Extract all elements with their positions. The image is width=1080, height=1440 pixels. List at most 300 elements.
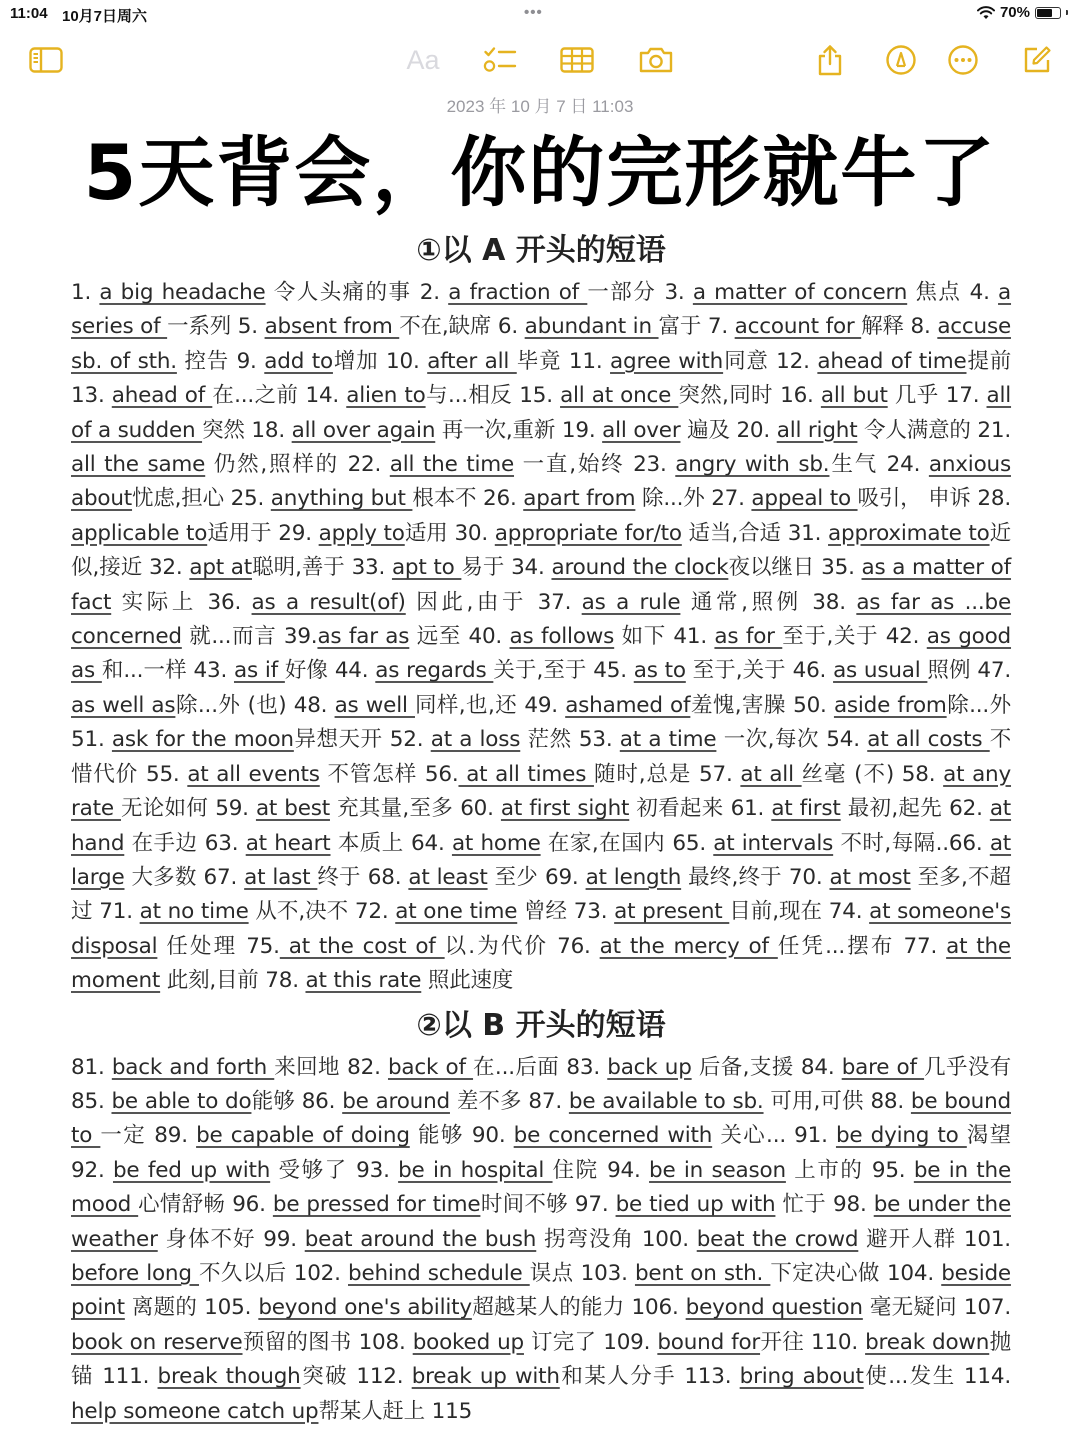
section-heading-b: ②以 B 开头的短语 bbox=[416, 1007, 666, 1043]
phrase-number: 109. bbox=[603, 1329, 658, 1355]
phrase-english: behind schedule bbox=[348, 1260, 530, 1286]
phrase-meaning: 差不多 bbox=[449, 1088, 529, 1114]
phrase-meaning: 除...外 bbox=[635, 486, 712, 512]
phrase-number: 97. bbox=[574, 1192, 616, 1218]
phrase-number: 65. bbox=[672, 830, 714, 856]
phrase-english: absent from bbox=[264, 314, 400, 340]
phrase-english: add to bbox=[264, 348, 333, 374]
more-options-icon[interactable] bbox=[947, 38, 979, 82]
phrase-meaning: 任凭...摆布 bbox=[777, 933, 904, 959]
phrase-meaning: 几乎没有 bbox=[924, 1054, 1012, 1080]
note-timestamp: 2023 年 10 月 7 日 11:03 bbox=[446, 97, 634, 116]
phrase-meaning: 拐弯没角 bbox=[536, 1226, 642, 1252]
phrase-number: 66. bbox=[948, 830, 990, 856]
phrase-number: 53. bbox=[578, 727, 620, 753]
phrase-number: 73. bbox=[573, 899, 615, 925]
phrase-number: 49. bbox=[524, 692, 566, 718]
phrase-number: 17. bbox=[945, 383, 987, 409]
phrase-english: be pressed for time bbox=[272, 1192, 481, 1218]
phrase-number: 94. bbox=[607, 1157, 650, 1183]
phrase-meaning: 一定 bbox=[100, 1123, 155, 1149]
phrase-meaning: 终于 bbox=[317, 864, 368, 890]
phrase-number: 54. bbox=[826, 727, 868, 753]
phrase-english: break up with bbox=[411, 1364, 560, 1390]
phrase-english: be in hospital bbox=[398, 1157, 553, 1183]
phrase-meaning: 适当,合适 bbox=[681, 520, 788, 546]
phrase-english: bring about bbox=[739, 1364, 864, 1390]
share-icon[interactable] bbox=[815, 38, 845, 82]
table-icon[interactable] bbox=[559, 38, 595, 82]
phrase-number: 105. bbox=[204, 1295, 259, 1321]
phrase-number: 16. bbox=[780, 383, 821, 409]
phrase-meaning: 除...外 (也) bbox=[175, 692, 294, 718]
note-body[interactable] bbox=[71, 226, 1011, 1429]
phrase-number: 68. bbox=[367, 864, 409, 890]
phrase-english: as a matter of fact bbox=[71, 555, 1012, 615]
phrase-number: 11. bbox=[568, 348, 611, 374]
phrase-number: 107. bbox=[963, 1295, 1011, 1321]
phrase-english: at any rate bbox=[71, 761, 1012, 822]
phrase-meaning: 实际上 bbox=[111, 589, 208, 615]
phrase-english: at heart bbox=[245, 830, 331, 856]
phrase-english: be around bbox=[342, 1088, 450, 1114]
phrase-meaning: 目前,现在 bbox=[729, 899, 829, 925]
phrase-number: 88. bbox=[870, 1088, 911, 1114]
phrase-english: as for bbox=[714, 624, 783, 650]
phrase-number: 59. bbox=[215, 796, 256, 822]
phrase-english: at all bbox=[740, 761, 802, 787]
phrase-meaning: 远至 bbox=[409, 624, 469, 650]
status-bar bbox=[0, 0, 1080, 28]
phrase-number: 39. bbox=[283, 624, 318, 650]
phrase-number: 33. bbox=[351, 555, 392, 581]
phrase-meaning: 能够 bbox=[409, 1123, 472, 1149]
phrase-number: 6. bbox=[497, 314, 525, 340]
phrase-meaning: 一次,每次 bbox=[716, 727, 827, 753]
phrase-english: as follows bbox=[509, 624, 615, 650]
phrase-number: 74. bbox=[828, 899, 870, 925]
phrase-meaning: 上市的 bbox=[785, 1157, 872, 1183]
phrase-english: as good as bbox=[71, 624, 1012, 684]
phrase-number: 21. bbox=[977, 417, 1011, 443]
phrase-meaning: 在家,在国内 bbox=[540, 830, 673, 856]
phrase-number: 89. bbox=[154, 1123, 197, 1149]
phrase-english: appropriate for/to bbox=[494, 520, 682, 546]
phrase-number: 102. bbox=[293, 1260, 348, 1286]
phrase-number: 4. bbox=[969, 280, 999, 305]
phrase-number: 52. bbox=[389, 727, 431, 753]
phrase-english: as usual bbox=[833, 658, 928, 684]
phrase-english: at last bbox=[244, 864, 318, 890]
phrase-number: 69. bbox=[544, 864, 586, 890]
phrase-meaning: 适用 bbox=[404, 520, 455, 546]
phrase-meaning: 订完了 bbox=[523, 1329, 604, 1355]
phrase-meaning: 除...外 bbox=[946, 692, 1011, 718]
phrase-english: a series of bbox=[71, 280, 1012, 340]
phrase-english: angry with sb. bbox=[675, 452, 830, 478]
phrase-meaning: 同意 bbox=[723, 348, 777, 374]
phrase-english: all the same bbox=[71, 452, 206, 478]
phrase-meaning: 和某人分手 bbox=[559, 1364, 685, 1390]
note-title[interactable]: 5天背会，你的完形就牛了 bbox=[83, 128, 997, 217]
phrase-meaning: 聪明,善于 bbox=[252, 555, 352, 581]
phrase-number: 72. bbox=[354, 899, 396, 925]
checklist-icon[interactable] bbox=[482, 38, 518, 82]
sidebar-toggle-icon[interactable] bbox=[28, 38, 64, 82]
phrase-number: 64. bbox=[411, 830, 452, 856]
markup-pen-icon[interactable] bbox=[885, 38, 917, 82]
phrase-number: 45. bbox=[593, 658, 634, 684]
phrase-meaning: 提前 bbox=[966, 348, 1012, 374]
phrase-number: 58. bbox=[901, 761, 944, 787]
phrase-english: at present bbox=[614, 899, 730, 925]
phrase-number: 44. bbox=[334, 658, 376, 684]
phrase-number: 115 bbox=[431, 1398, 473, 1424]
phrase-meaning: 遍及 bbox=[680, 417, 737, 443]
phrase-number: 70. bbox=[788, 864, 830, 890]
phrase-meaning: 控告 bbox=[176, 348, 237, 374]
phrase-english: at most bbox=[829, 864, 911, 890]
phrase-english: be able to do bbox=[111, 1088, 252, 1114]
phrase-number: 51. bbox=[71, 727, 112, 753]
format-text-button[interactable]: Aa bbox=[406, 44, 440, 75]
phrase-meaning: 使...发生 bbox=[863, 1364, 964, 1390]
status-right bbox=[977, 4, 1068, 21]
phrase-english: as to bbox=[633, 658, 686, 684]
phrase-number: 13. bbox=[71, 383, 112, 409]
phrase-number: 30. bbox=[454, 520, 495, 546]
phrase-english: apply to bbox=[318, 520, 405, 546]
phrase-meaning: 吸引， 申诉 bbox=[857, 486, 978, 512]
phrase-number: 2. bbox=[419, 280, 449, 305]
phrase-number: 62. bbox=[949, 796, 990, 822]
phrase-meaning: 因此,由于 bbox=[405, 589, 538, 615]
phrase-meaning: 离题的 bbox=[124, 1295, 205, 1321]
phrase-number: 9. bbox=[236, 348, 265, 374]
phrase-meaning: 和...一样 bbox=[101, 658, 194, 684]
phrase-meaning: 异想天开 bbox=[293, 727, 390, 753]
phrase-number: 82. bbox=[347, 1054, 388, 1080]
phrase-list-a[interactable] bbox=[71, 276, 1011, 999]
phrase-number: 98. bbox=[833, 1192, 874, 1218]
phrase-english: as if bbox=[233, 658, 285, 684]
phrase-english: be fed up with bbox=[112, 1157, 271, 1183]
phrase-number: 86. bbox=[301, 1088, 343, 1114]
phrase-english: be tied up with bbox=[615, 1192, 776, 1218]
phrase-english: as well bbox=[334, 692, 415, 718]
phrase-english: at best bbox=[255, 796, 330, 822]
phrase-english: at the cost of bbox=[279, 933, 445, 959]
phrase-english: at first bbox=[771, 796, 841, 822]
phrase-english: book on reserve bbox=[71, 1329, 243, 1355]
phrase-meaning: 近似,接近 bbox=[71, 520, 1011, 581]
phrase-meaning: 心情舒畅 bbox=[138, 1192, 233, 1218]
phrase-meaning: 住院 bbox=[552, 1157, 608, 1183]
phrase-number: 1. bbox=[71, 280, 100, 305]
status-date: 10月7日周六 bbox=[62, 8, 148, 25]
phrase-number: 40. bbox=[468, 624, 510, 650]
phrase-english: beat around the bush bbox=[304, 1226, 537, 1252]
phrase-number: 56. bbox=[424, 761, 459, 787]
phrase-number: 91. bbox=[794, 1123, 836, 1149]
phrase-meaning: 不惜代价 bbox=[71, 727, 1012, 787]
phrase-meaning: 一直,始终 bbox=[514, 452, 634, 478]
phrase-english: be dying to bbox=[835, 1123, 967, 1149]
phrase-english: ask for the moon bbox=[111, 727, 294, 753]
phrase-english: accuse sb. of sth. bbox=[71, 314, 1011, 374]
phrase-number: 8. bbox=[910, 314, 938, 340]
phrase-number: 36. bbox=[207, 589, 252, 615]
phrase-meaning: 生气 bbox=[829, 452, 887, 478]
phrase-meaning: 同样,也,还 bbox=[414, 692, 525, 718]
phrase-meaning: 富于 bbox=[658, 314, 708, 340]
phrase-english: beyond one's ability bbox=[258, 1295, 472, 1321]
compose-icon[interactable] bbox=[1021, 38, 1053, 82]
phrase-english: be available to sb. bbox=[568, 1088, 764, 1114]
phrase-number: 87. bbox=[528, 1088, 569, 1114]
phrase-english: alien to bbox=[346, 383, 426, 409]
phrase-number: 7. bbox=[707, 314, 735, 340]
phrase-number: 12. bbox=[776, 348, 818, 374]
phrase-number: 95. bbox=[871, 1157, 914, 1183]
phrase-number: 108. bbox=[358, 1329, 413, 1355]
phrase-english: approximate to bbox=[828, 520, 990, 546]
phrase-meaning: 令人头痛的事 bbox=[265, 280, 420, 305]
phrase-english: at all costs bbox=[867, 727, 990, 753]
phrase-number: 85. bbox=[71, 1088, 112, 1114]
phrase-meaning: 可用,可供 bbox=[763, 1088, 871, 1114]
phrase-english: apt to bbox=[391, 555, 462, 581]
phrase-meaning: 在...之前 bbox=[212, 383, 306, 409]
phrase-meaning: 能够 bbox=[251, 1088, 302, 1114]
phrase-meaning: 解释 bbox=[861, 314, 911, 340]
phrase-number: 103. bbox=[580, 1260, 635, 1286]
phrase-english: back of bbox=[387, 1054, 474, 1080]
phrase-number: 42. bbox=[885, 624, 927, 650]
phrase-number: 34. bbox=[511, 555, 552, 581]
phrase-english: at hand bbox=[71, 796, 1012, 856]
phrase-number: 93. bbox=[356, 1157, 399, 1183]
phrase-number: 31. bbox=[787, 520, 829, 546]
phrase-meaning: 在手边 bbox=[124, 830, 205, 856]
phrase-meaning: 照例 bbox=[927, 658, 978, 684]
phrase-number: 104. bbox=[886, 1260, 942, 1286]
phrase-number: 23. bbox=[633, 452, 676, 478]
phrase-meaning: 茫然 bbox=[520, 727, 579, 753]
phrase-meaning: 至于,关于 bbox=[685, 658, 793, 684]
phrase-meaning: 忧虑,担心 bbox=[132, 486, 231, 512]
phrase-number: 114. bbox=[963, 1364, 1011, 1390]
phrase-english: help someone catch up bbox=[71, 1398, 319, 1424]
phrase-number: 112. bbox=[356, 1364, 412, 1390]
phrase-meaning: 突破 bbox=[300, 1364, 357, 1390]
phrase-meaning: 抛锚 bbox=[71, 1329, 1011, 1390]
phrase-english: a fraction of bbox=[448, 280, 588, 305]
phrase-number: 111. bbox=[102, 1364, 158, 1390]
phrase-meaning: 不久以后 bbox=[199, 1260, 294, 1286]
phrase-english: ashamed of bbox=[565, 692, 691, 718]
phrase-english: booked up bbox=[412, 1329, 524, 1355]
phrase-number: 81. bbox=[71, 1054, 112, 1080]
phrase-number: 37. bbox=[537, 589, 582, 615]
multitasking-dots-icon[interactable]: ••• bbox=[524, 4, 543, 21]
phrase-english: at all events bbox=[187, 761, 320, 787]
phrase-number: 48. bbox=[293, 692, 335, 718]
phrase-meaning: 好像 bbox=[284, 658, 335, 684]
phrase-english: as well as bbox=[71, 692, 176, 718]
phrase-meaning: 不时,每隔.. bbox=[833, 830, 949, 856]
phrase-english: as a rule bbox=[581, 589, 681, 615]
phrase-number: 15. bbox=[519, 383, 561, 409]
phrase-english: bound for bbox=[657, 1329, 761, 1355]
phrase-number: 78. bbox=[265, 968, 306, 994]
phrase-meaning: 照此速度 bbox=[421, 968, 514, 994]
phrase-english: at one time bbox=[395, 899, 518, 925]
phrase-number: 20. bbox=[736, 417, 777, 443]
phrase-english: at the mercy of bbox=[599, 933, 778, 959]
phrase-english: at first sight bbox=[500, 796, 630, 822]
phrase-meaning: 最初,起先 bbox=[840, 796, 950, 822]
phrase-english: a matter of concern bbox=[692, 280, 908, 305]
phrase-number: 67. bbox=[203, 864, 245, 890]
phrase-english: a big headache bbox=[99, 280, 266, 305]
phrase-meaning: 此刻,目前 bbox=[160, 968, 266, 994]
phrase-number: 110. bbox=[810, 1329, 866, 1355]
phrase-number: 19. bbox=[561, 417, 603, 443]
phrase-meaning: 预留的图书 bbox=[242, 1329, 359, 1355]
phrase-english: as regards bbox=[375, 658, 494, 684]
phrase-english: apt at bbox=[189, 555, 252, 581]
phrase-meaning: 关于,至于 bbox=[493, 658, 594, 684]
camera-icon[interactable] bbox=[637, 38, 675, 82]
phrase-english: account for bbox=[734, 314, 862, 340]
phrase-meaning: 充其量,至多 bbox=[329, 796, 461, 822]
phrase-english: at a loss bbox=[430, 727, 521, 753]
phrase-number: 76. bbox=[557, 933, 600, 959]
phrase-meaning: 下定决心做 bbox=[770, 1260, 887, 1286]
phrase-english: break down bbox=[865, 1329, 990, 1355]
phrase-number: 113. bbox=[684, 1364, 740, 1390]
phrase-meaning: 从不,决不 bbox=[248, 899, 355, 925]
phrase-english: before long bbox=[71, 1260, 200, 1286]
phrase-english: be capable of doing bbox=[196, 1123, 410, 1149]
phrase-english: back and forth bbox=[111, 1054, 275, 1080]
phrase-english: around the clock bbox=[551, 555, 729, 581]
phrase-number: 26. bbox=[482, 486, 524, 512]
phrase-number: 61. bbox=[730, 796, 772, 822]
phrase-meaning: 突然 bbox=[202, 417, 252, 443]
phrase-list-b[interactable] bbox=[71, 1051, 1011, 1429]
phrase-english: back up bbox=[607, 1054, 692, 1080]
phrase-meaning: 最终,终于 bbox=[681, 864, 789, 890]
phrase-meaning: 身体不好 bbox=[157, 1226, 264, 1252]
phrase-english: at length bbox=[585, 864, 682, 890]
phrase-meaning: 超越某人的能力 bbox=[471, 1295, 632, 1321]
phrase-number: 3. bbox=[664, 280, 693, 305]
note-toolbar bbox=[0, 38, 1080, 82]
battery-icon bbox=[1035, 7, 1061, 19]
phrase-meaning: 帮某人赶上 bbox=[318, 1398, 432, 1424]
phrase-english: all over bbox=[602, 417, 681, 443]
phrase-meaning: 关心... bbox=[712, 1123, 795, 1149]
phrase-english: at large bbox=[71, 830, 1012, 890]
phrase-number: 71. bbox=[99, 899, 140, 925]
phrase-english: at intervals bbox=[713, 830, 834, 856]
battery-percent: 70% bbox=[999, 4, 1030, 21]
phrase-meaning: 开往 bbox=[760, 1329, 811, 1355]
phrase-english: as far as bbox=[317, 624, 410, 650]
phrase-meaning: 本质上 bbox=[330, 830, 412, 856]
phrase-meaning: 增加 bbox=[332, 348, 386, 374]
phrase-meaning: 易于 bbox=[461, 555, 512, 581]
phrase-english: be in the mood bbox=[71, 1157, 1011, 1218]
phrase-english: beat the crowd bbox=[696, 1226, 859, 1252]
phrase-english: ahead of bbox=[111, 383, 213, 409]
phrase-english: beside point bbox=[71, 1260, 1011, 1321]
phrase-english: beyond question bbox=[685, 1295, 863, 1321]
phrase-english: anxious about bbox=[71, 452, 1011, 512]
phrase-number: 38. bbox=[812, 589, 857, 615]
phrase-meaning: 以.为代价 bbox=[444, 933, 558, 959]
phrase-meaning: 时间不够 bbox=[480, 1192, 575, 1218]
phrase-meaning: 仍然,照样的 bbox=[205, 452, 348, 478]
phrase-number: 92. bbox=[71, 1157, 113, 1183]
phrase-english: be concerned with bbox=[513, 1123, 713, 1149]
phrase-meaning: 忙于 bbox=[775, 1192, 834, 1218]
section-heading-a: ①以 A 开头的短语 bbox=[416, 233, 666, 268]
phrase-number: 90. bbox=[471, 1123, 514, 1149]
phrase-english: apart from bbox=[523, 486, 636, 512]
phrase-english: be in season bbox=[649, 1157, 786, 1183]
phrase-english: at this rate bbox=[305, 968, 422, 994]
phrase-meaning: 通常,照例 bbox=[680, 589, 813, 615]
phrase-meaning: 来回地 bbox=[274, 1054, 348, 1080]
phrase-english: at a time bbox=[619, 727, 717, 753]
phrase-meaning: 曾经 bbox=[517, 899, 574, 925]
phrase-number: 99. bbox=[263, 1226, 305, 1252]
phrase-english: anything but bbox=[270, 486, 413, 512]
phrase-meaning: 与...相反 bbox=[425, 383, 520, 409]
phrase-meaning: 随时,总是 bbox=[593, 761, 700, 787]
phrase-number: 29. bbox=[278, 520, 319, 546]
phrase-meaning: 在...后面 bbox=[473, 1054, 567, 1080]
phrase-meaning: 一部分 bbox=[587, 280, 665, 305]
phrase-english: be bound to bbox=[71, 1088, 1011, 1149]
phrase-number: 5. bbox=[237, 314, 265, 340]
phrase-english: all of a sudden bbox=[71, 383, 1012, 443]
phrase-english: ahead of time bbox=[817, 348, 967, 374]
phrase-english: as a result(of) bbox=[251, 589, 406, 615]
phrase-english: break though bbox=[157, 1364, 301, 1390]
phrase-english: agree with bbox=[610, 348, 724, 374]
status-time: 11:04 bbox=[10, 5, 48, 22]
phrase-number: 47. bbox=[977, 658, 1011, 684]
battery-cap bbox=[1066, 10, 1068, 15]
phrase-number: 55. bbox=[145, 761, 188, 787]
phrase-meaning: 丝毫 (不) bbox=[801, 761, 902, 787]
wifi-icon bbox=[977, 6, 995, 20]
phrase-meaning: 至多,不超过 bbox=[71, 864, 1011, 925]
phrase-english: at no time bbox=[139, 899, 249, 925]
phrase-meaning: 焦点 bbox=[907, 280, 970, 305]
phrase-english: at someone's disposal bbox=[71, 899, 1011, 959]
phrase-meaning: 毫无疑问 bbox=[862, 1295, 964, 1321]
phrase-english: as far as ...be concerned bbox=[71, 589, 1012, 650]
phrase-number: 43. bbox=[193, 658, 234, 684]
phrase-number: 77. bbox=[903, 933, 947, 959]
phrase-number: 50. bbox=[793, 692, 834, 718]
phrase-english: at home bbox=[451, 830, 541, 856]
